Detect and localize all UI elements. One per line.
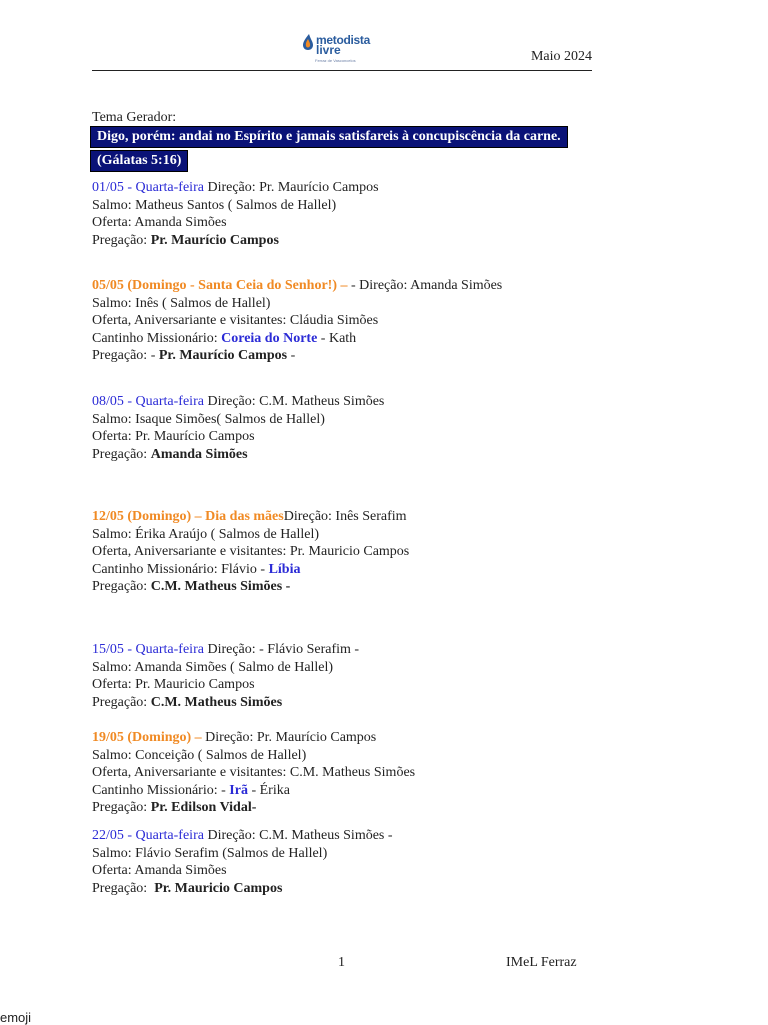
entry-date: 22/05 - Quarta-feira (92, 828, 204, 843)
service-entry-1205 (92, 508, 409, 596)
entry-direction: Direção: - Flávio Serafim - (203, 642, 360, 657)
entry-oferta: Oferta, Aniversariante e visitantes: Pr. Mauricio Campos (92, 544, 410, 559)
entry-cantinho-country: Líbia (268, 561, 301, 577)
entry-cantinho-country: Coreia do Norte (221, 330, 318, 346)
entry-pregacao-label: Pregação: (92, 694, 151, 710)
entry-oferta: Oferta: Pr. Mauricio Campos (92, 677, 255, 692)
page-header (92, 28, 592, 71)
entry-pregacao-label: Pregação: (92, 446, 151, 462)
entry-date: 19/05 (Domingo) – (92, 730, 202, 745)
entry-preacher: Pr. Mauricio Campos (154, 880, 283, 896)
entry-preacher: Pr. Edilson Vidal- (150, 800, 257, 815)
logo-subtitle: Ferraz de Vasconcelos (315, 58, 356, 63)
entry-preacher: Amanda Simões (150, 446, 248, 462)
entry-salmo: Salmo: Inês ( Salmos de Hallel) (92, 295, 271, 311)
entry-cantinho-after: - Érika (247, 782, 290, 798)
entry-cantinho-label: Cantinho Missionário: (92, 330, 222, 346)
theme-verse: Digo, porém: andai no Espírito e jamais satisfareis à concupiscência da carne. (90, 126, 568, 148)
flame-drop-icon (303, 34, 313, 50)
entry-salmo: Salmo: Amanda Simões ( Salmo de Hallel) (92, 659, 334, 675)
theme-reference: (Gálatas 5:16) (90, 150, 188, 172)
service-entry-1905 (92, 729, 415, 817)
service-entry-0105 (92, 179, 379, 249)
service-entry-0505 (92, 277, 502, 365)
church-logo (303, 32, 383, 64)
entry-date: 15/05 - Quarta-feira (92, 642, 204, 657)
header-date: Maio 2024 (530, 49, 592, 64)
entry-oferta: Oferta: Amanda Simões (92, 215, 227, 230)
entry-pregacao-label: Pregação: (92, 880, 155, 896)
entry-pregacao-label: Pregação: (92, 232, 151, 248)
entry-cantinho-after: - Kath (317, 330, 357, 346)
entry-cantinho-label: Cantinho Missionário: Flávio - (92, 561, 269, 577)
entry-oferta: Oferta: Pr. Maurício Campos (92, 429, 255, 444)
theme-label: Tema Gerador: (92, 110, 177, 125)
entry-salmo: Salmo: Érika Araújo ( Salmos de Hallel) (92, 526, 320, 542)
entry-oferta: Oferta: Amanda Simões (92, 863, 227, 878)
entry-direction: Direção: Inês Serafim (283, 509, 407, 524)
entry-date: 01/05 - Quarta-feira (92, 180, 204, 195)
entry-direction: - Direção: Amanda Simões (347, 278, 503, 293)
entry-date: 08/05 - Quarta-feira (92, 394, 204, 409)
entry-oferta: Oferta, Aniversariante e visitantes: Cláudia Simões (92, 313, 379, 328)
entry-pregacao-after: - (287, 348, 296, 363)
entry-salmo: Salmo: Matheus Santos ( Salmos de Hallel) (92, 197, 337, 213)
entry-direction: Direção: Pr. Maurício Campos (201, 730, 377, 745)
page-number: 1 (338, 955, 345, 970)
entry-direction: Direção: C.M. Matheus Simões - (203, 828, 393, 843)
entry-salmo: Salmo: Flávio Serafim (Salmos de Hallel) (92, 845, 328, 861)
footer-church: IMeL Ferraz (506, 955, 577, 970)
entry-preacher: Pr. Maurício Campos (150, 232, 279, 248)
entry-preacher: Pr. Maurício Campos (158, 348, 288, 363)
entry-cantinho-label: Cantinho Missionário: - (92, 782, 230, 798)
service-entry-0805 (92, 393, 384, 463)
entry-cantinho-country: Irã (229, 782, 248, 798)
entry-preacher: C.M. Matheus Simões (150, 694, 283, 710)
service-entry-1505 (92, 641, 359, 711)
entry-preacher: C.M. Matheus Simões - (150, 579, 291, 594)
entry-salmo: Salmo: Conceição ( Salmos de Hallel) (92, 747, 307, 763)
service-entry-2205 (92, 827, 393, 897)
entry-direction: Direção: C.M. Matheus Simões (203, 394, 385, 409)
entry-direction: Direção: Pr. Maurício Campos (203, 180, 379, 195)
entry-date: 12/05 (Domingo) – Dia das mães (92, 509, 284, 524)
logo-line2: livre (316, 43, 341, 57)
logo-line1: metodista (316, 33, 370, 47)
entry-pregacao-label: Pregação: (92, 800, 151, 815)
corner-label: emoji (0, 1010, 32, 1025)
entry-salmo: Salmo: Isaque Simões( Salmos de Hallel) (92, 411, 325, 427)
entry-pregacao-label: Pregação: (92, 579, 151, 594)
entry-date: 05/05 (Domingo - Santa Ceia do Senhor!) – (92, 278, 348, 293)
entry-pregacao-label: Pregação: - (92, 348, 159, 363)
entry-oferta: Oferta, Aniversariante e visitantes: C.M. Matheus Simões (92, 765, 416, 780)
